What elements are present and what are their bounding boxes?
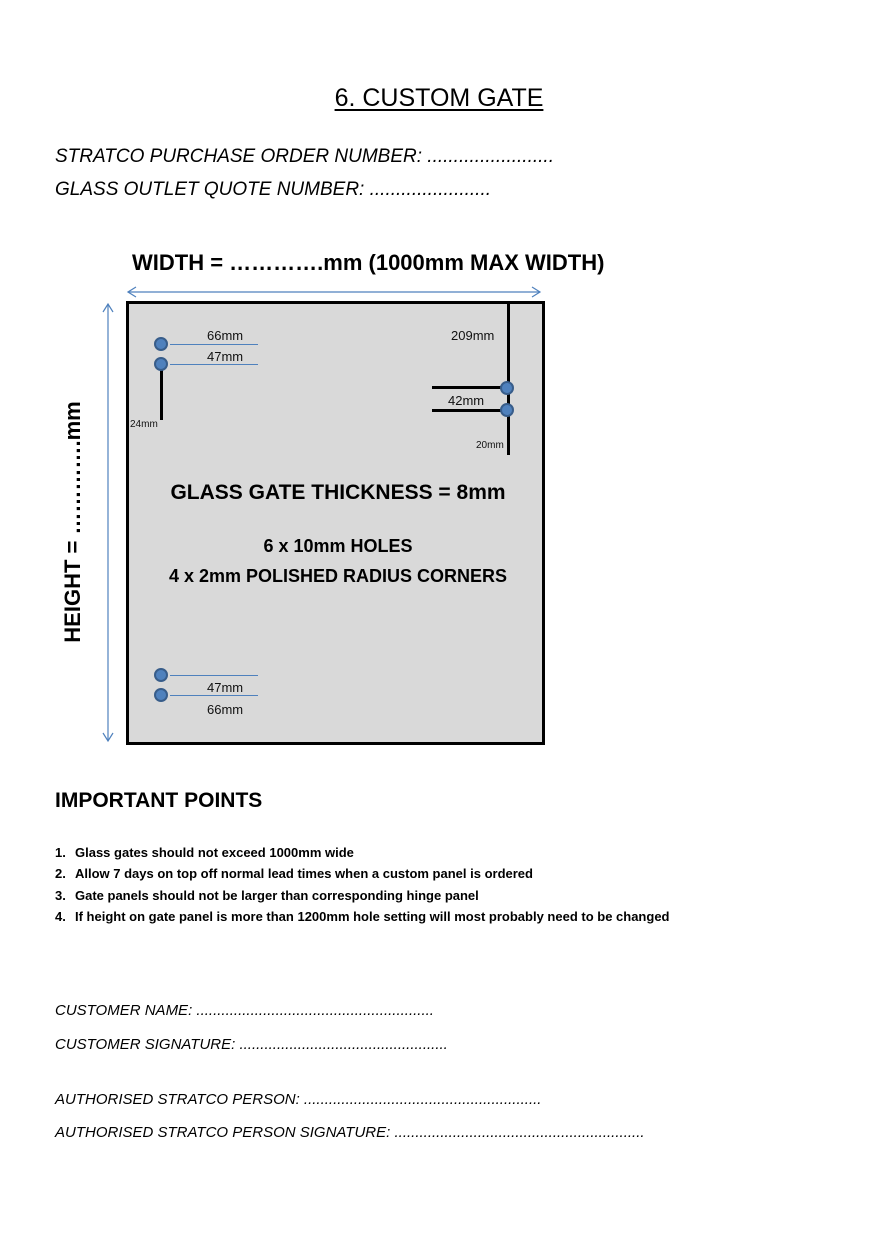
corners-text: 4 x 2mm POLISHED RADIUS CORNERS bbox=[168, 566, 508, 586]
dimension-line-bottom-47mm bbox=[170, 675, 258, 676]
dim-label-42mm: 42mm bbox=[448, 393, 485, 408]
dimension-line-47mm bbox=[170, 364, 258, 365]
authorised-signature-field: AUTHORISED STRATCO PERSON SIGNATURE: ............................................................ bbox=[55, 1124, 645, 1141]
holes-text: 6 x 10mm HOLES bbox=[263, 536, 413, 556]
list-item: 4. If height on gate panel is more than 1200mm hole setting will most probably need to be changed bbox=[55, 908, 670, 924]
quote-number-field: GLASS OUTLET QUOTE NUMBER: ....................... bbox=[55, 179, 492, 200]
authorised-person-field: AUTHORISED STRATCO PERSON: ......................................................... bbox=[55, 1091, 542, 1108]
hole-top-right-lower bbox=[500, 403, 514, 417]
dimension-line-bottom-66mm bbox=[170, 695, 258, 696]
dimension-bar-lower-hole bbox=[432, 409, 508, 412]
dim-label-bottom-47mm: 47mm bbox=[207, 680, 244, 695]
dimension-bar-upper-hole bbox=[432, 386, 508, 389]
width-label: WIDTH = ………….mm (1000mm MAX WIDTH) bbox=[132, 250, 605, 275]
list-item: 2. Allow 7 days on top off normal lead times when a custom panel is ordered bbox=[55, 866, 533, 882]
customer-name-field: CUSTOMER NAME: ......................................................... bbox=[55, 1002, 434, 1019]
dim-label-66mm: 66mm bbox=[207, 328, 244, 343]
hole-bottom-left-upper bbox=[154, 668, 168, 682]
important-points-list bbox=[55, 842, 669, 927]
dimension-bar-209mm bbox=[507, 304, 510, 455]
page-title: 6. CUSTOM GATE bbox=[334, 84, 544, 112]
dimension-bar-24mm bbox=[160, 364, 163, 420]
height-label: HEIGHT = ………….mm bbox=[60, 401, 85, 643]
glass-gate-panel bbox=[126, 301, 545, 745]
hole-bottom-left-lower bbox=[154, 688, 168, 702]
hole-top-left-upper bbox=[154, 337, 168, 351]
purchase-order-number-field: STRATCO PURCHASE ORDER NUMBER: ........................ bbox=[55, 146, 554, 167]
hole-top-left-lower bbox=[154, 357, 168, 371]
important-points-heading: IMPORTANT POINTS bbox=[55, 789, 263, 812]
dim-label-24mm: 24mm bbox=[130, 419, 158, 430]
glass-thickness-text: GLASS GATE THICKNESS = 8mm bbox=[170, 481, 506, 504]
dim-label-47mm: 47mm bbox=[207, 349, 244, 364]
dimension-line-66mm bbox=[170, 344, 258, 345]
dim-label-209mm: 209mm bbox=[451, 328, 495, 343]
list-item: 3. Gate panels should not be larger than corresponding hinge panel bbox=[55, 887, 479, 903]
list-item: 1. Glass gates should not exceed 1000mm wide bbox=[55, 845, 354, 860]
hole-top-right-upper bbox=[500, 381, 514, 395]
dim-label-bottom-66mm: 66mm bbox=[207, 702, 244, 717]
customer-signature-field: CUSTOMER SIGNATURE: .................................................. bbox=[55, 1036, 448, 1053]
dim-label-20mm: 20mm bbox=[476, 440, 504, 451]
